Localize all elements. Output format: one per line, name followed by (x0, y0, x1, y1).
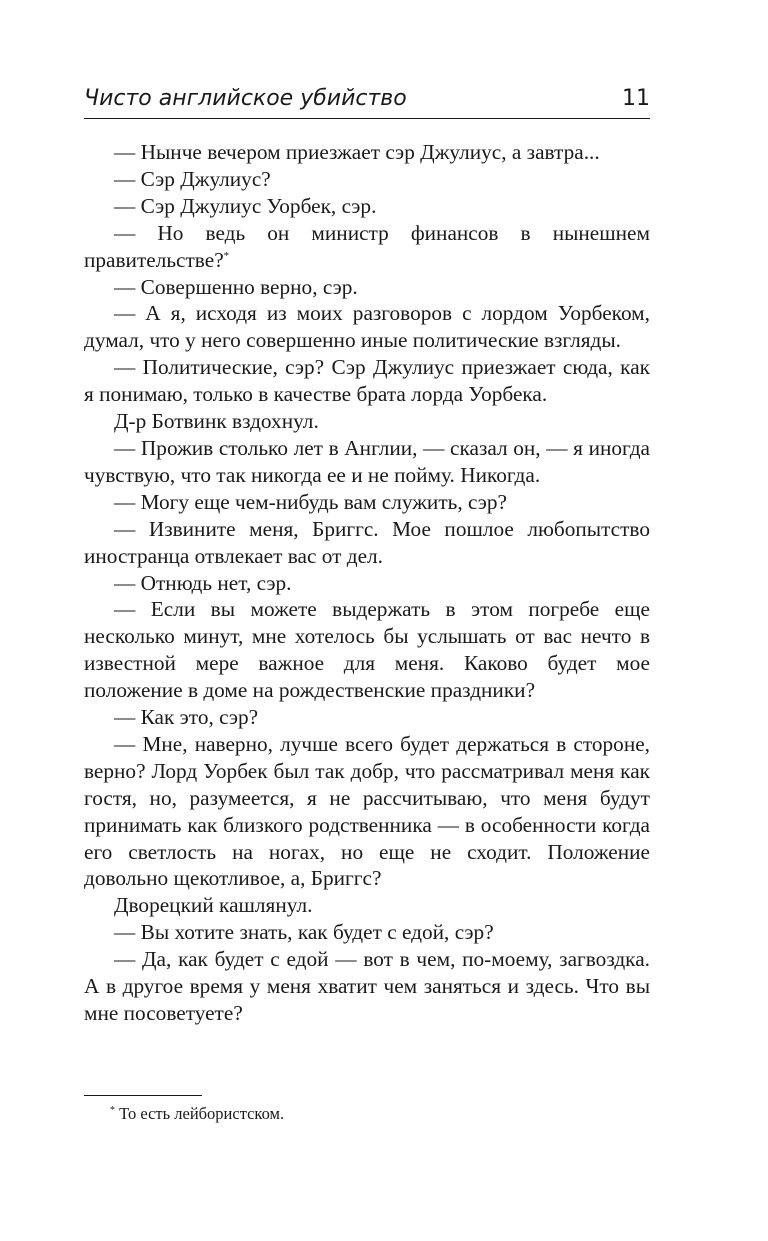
footnote-text: То есть лейбористском. (119, 1104, 285, 1123)
paragraph: — Прожив столько лет в Англии, — сказал он, — я иногда чувствую, что так никогда ее и не пойму. Никогда. (84, 435, 650, 487)
paragraph-with-footnote (84, 220, 650, 274)
footnote-reference-mark: * (223, 249, 230, 262)
paragraph: — Сэр Джулиус Уорбек, сэр. (114, 193, 377, 218)
footnote (110, 1104, 284, 1124)
paragraph: — Вы хотите знать, как будет с едой, сэр? (114, 920, 494, 945)
paragraph: — Могу еще чем-нибудь вам служить, сэр? (114, 489, 507, 514)
paragraph: — Да, как будет с едой — вот в чем, по-моему, загвоздка. А в другое время у меня хватит чем заняться и здесь. Что вы мне посоветуете? (84, 947, 650, 1025)
body-text (84, 139, 650, 1027)
footnote-divider (84, 1095, 202, 1096)
running-title: Чисто английское убийство (84, 86, 407, 111)
paragraph-text: — Но ведь он министр финансов в нынешнем правительстве? (84, 220, 650, 272)
paragraph: — Совершенно верно, сэр. (114, 274, 358, 299)
paragraph: — Политические, сэр? Сэр Джулиус приезжает сюда, как я понимаю, только в качестве брата лорда Уорбека. (84, 355, 650, 407)
paragraph: Дворецкий кашлянул. (114, 893, 313, 918)
paragraph: — Извините меня, Бриггс. Мое пошлое любопытство иностранца отвлекает вас от дел. (84, 516, 650, 568)
paragraph: — Отнюдь нет, сэр. (114, 570, 292, 595)
paragraph: Д-р Ботвинк вздохнул. (114, 409, 319, 434)
paragraph: — А я, исходя из моих разговоров с лордом Уорбеком, думал, что у него совершенно иные политические взгляды. (84, 301, 650, 353)
book-page (84, 86, 650, 1027)
running-head (84, 86, 650, 119)
paragraph: — Сэр Джулиус? (114, 166, 271, 191)
paragraph: — Нынче вечером приезжает сэр Джулиус, а завтра... (114, 140, 600, 164)
paragraph: — Мне, наверно, лучше всего будет держаться в стороне, верно? Лорд Уорбек был так добр, что рассматривал меня как гостя, но, разумеется, я не рассчитываю, что меня будут принимать как близкого родственника — в особенности когда его светлость на ногах, но еще не сходит. Положение довольно щекотливое, а, Бриггс? (84, 731, 650, 891)
paragraph: — Как это, сэр? (114, 705, 259, 730)
footnote-mark: * (110, 1105, 115, 1116)
paragraph: — Если вы можете выдержать в этом погребе еще несколько минут, мне хотелось бы услышать от вас нечто в известной мере важное для меня. Каково будет мое положение в доме на рождественские праздники? (84, 597, 650, 703)
page-number: 11 (622, 86, 650, 111)
